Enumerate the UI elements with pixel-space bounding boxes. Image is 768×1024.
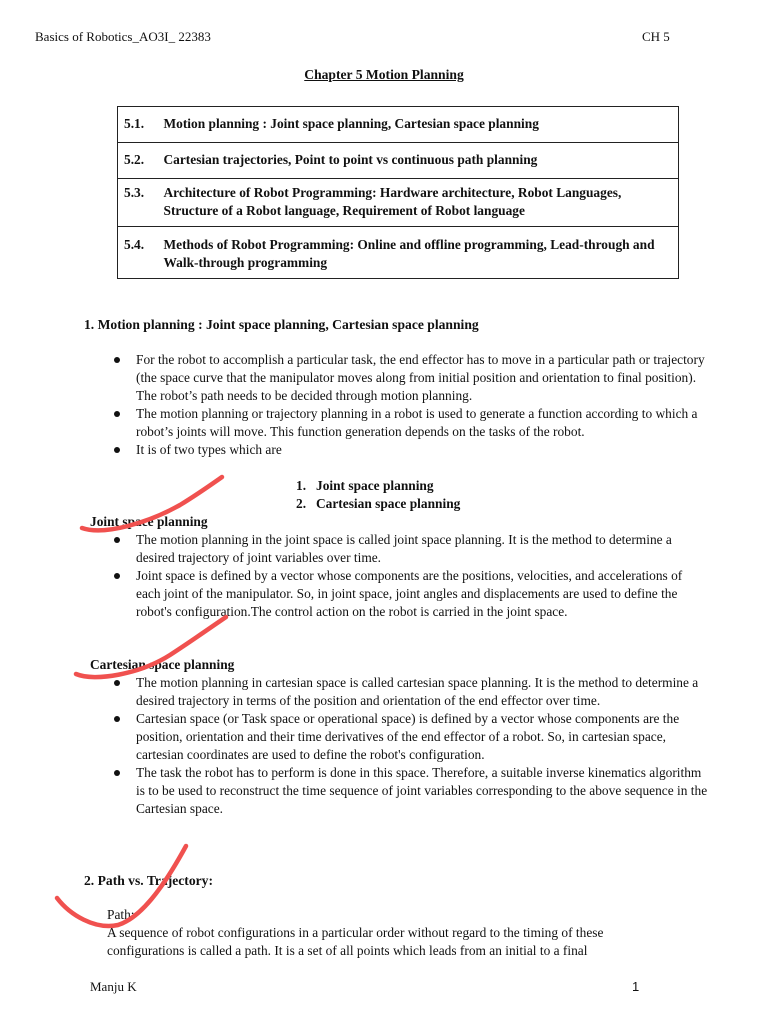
- joint-space-bullets: [114, 531, 684, 621]
- topic-text: Methods of Robot Programming: Online and offline programming, Lead-through and Walk-through programming: [164, 227, 679, 279]
- topic-text: Cartesian trajectories, Point to point vs continuous path planning: [164, 143, 679, 179]
- footer-page-number: 1: [632, 979, 640, 994]
- topics-row: [118, 107, 679, 143]
- path-definition: A sequence of robot configurations in a particular order without regard to the timing of these configurations is called a path. It is a set of all points which leads from an initial to a final: [107, 925, 604, 958]
- bullet-icon: [114, 573, 120, 579]
- topics-row: [118, 227, 679, 279]
- bullet-icon: [114, 716, 120, 722]
- topic-text: Motion planning : Joint space planning, Cartesian space planning: [164, 107, 679, 143]
- cartesian-space-bullets: [114, 674, 710, 818]
- cartesian-space-heading: Cartesian space planning: [90, 657, 235, 672]
- path-label: Path:: [107, 907, 135, 922]
- topics-table: [117, 106, 679, 279]
- bullet-icon: [114, 357, 120, 363]
- bullet-icon: [114, 680, 120, 686]
- chapter-title: Chapter 5 Motion Planning: [304, 67, 464, 82]
- bullet-icon: [114, 411, 120, 417]
- bullet-icon: [114, 447, 120, 453]
- list-item: Cartesian space (or Task space or operational space) is defined by a vector whose components are the position, orientation and their time derivatives of the end effector of a robot. So, in cartesian space, cartesian coordinates are used to define the robot's configuration.: [114, 710, 710, 764]
- list-item: For the robot to accomplish a particular task, the end effector has to move in a particular path or trajectory (the space curve that the manipulator moves along from initial position and orientation to final position). The robot’s path needs to be decided through motion planning.: [114, 351, 714, 405]
- list-item: 1. Joint space planning: [296, 478, 434, 493]
- list-item: It is of two types which are: [114, 441, 714, 459]
- list-item: Joint space is defined by a vector whose components are the positions, velocities, and accelerations of each joint of the manipulator. So, in joint space, joint angles and displacements are used to define the robot's configuration.The control action on the robot is carried in the joint space.: [114, 567, 684, 621]
- section-1-heading: 1. Motion planning : Joint space planning, Cartesian space planning: [84, 317, 479, 332]
- joint-space-heading: Joint space planning: [90, 514, 208, 529]
- topic-number: 5.2.: [118, 143, 164, 179]
- list-item: 2. Cartesian space planning: [296, 496, 461, 511]
- section-2-heading: 2. Path vs. Trajectory:: [84, 873, 213, 888]
- bullet-icon: [114, 537, 120, 543]
- footer-author: Manju K: [90, 979, 137, 994]
- list-item: The motion planning in cartesian space is called cartesian space planning. It is the method to determine a desired trajectory in terms of the position and orientation of the end effector over time.: [114, 674, 710, 710]
- list-item: The task the robot has to perform is done in this space. Therefore, a suitable inverse kinematics algorithm is to be used to reconstruct the time sequence of joint variables corresponding to the above sequence in the Cartesian space.: [114, 764, 710, 818]
- topics-row: [118, 143, 679, 179]
- section-1-bullets: [114, 351, 714, 459]
- header-chapter-label: CH 5: [642, 29, 670, 44]
- topic-number: 5.4.: [118, 227, 164, 279]
- header-course-title: Basics of Robotics_AO3I_ 22383: [35, 29, 211, 44]
- topic-number: 5.1.: [118, 107, 164, 143]
- topic-text: Architecture of Robot Programming: Hardware architecture, Robot Languages, Structure of a Robot language, Requirement of Robot language: [164, 179, 679, 227]
- bullet-icon: [114, 770, 120, 776]
- topic-number: 5.3.: [118, 179, 164, 227]
- list-item: The motion planning in the joint space is called joint space planning. It is the method to determine a desired trajectory of joint variables over time.: [114, 531, 684, 567]
- list-item: The motion planning or trajectory planning in a robot is used to generate a function according to which a robot’s joints will move. This function generation depends on the tasks of the robot.: [114, 405, 714, 441]
- planning-types-list: [296, 477, 460, 513]
- topics-row: [118, 179, 679, 227]
